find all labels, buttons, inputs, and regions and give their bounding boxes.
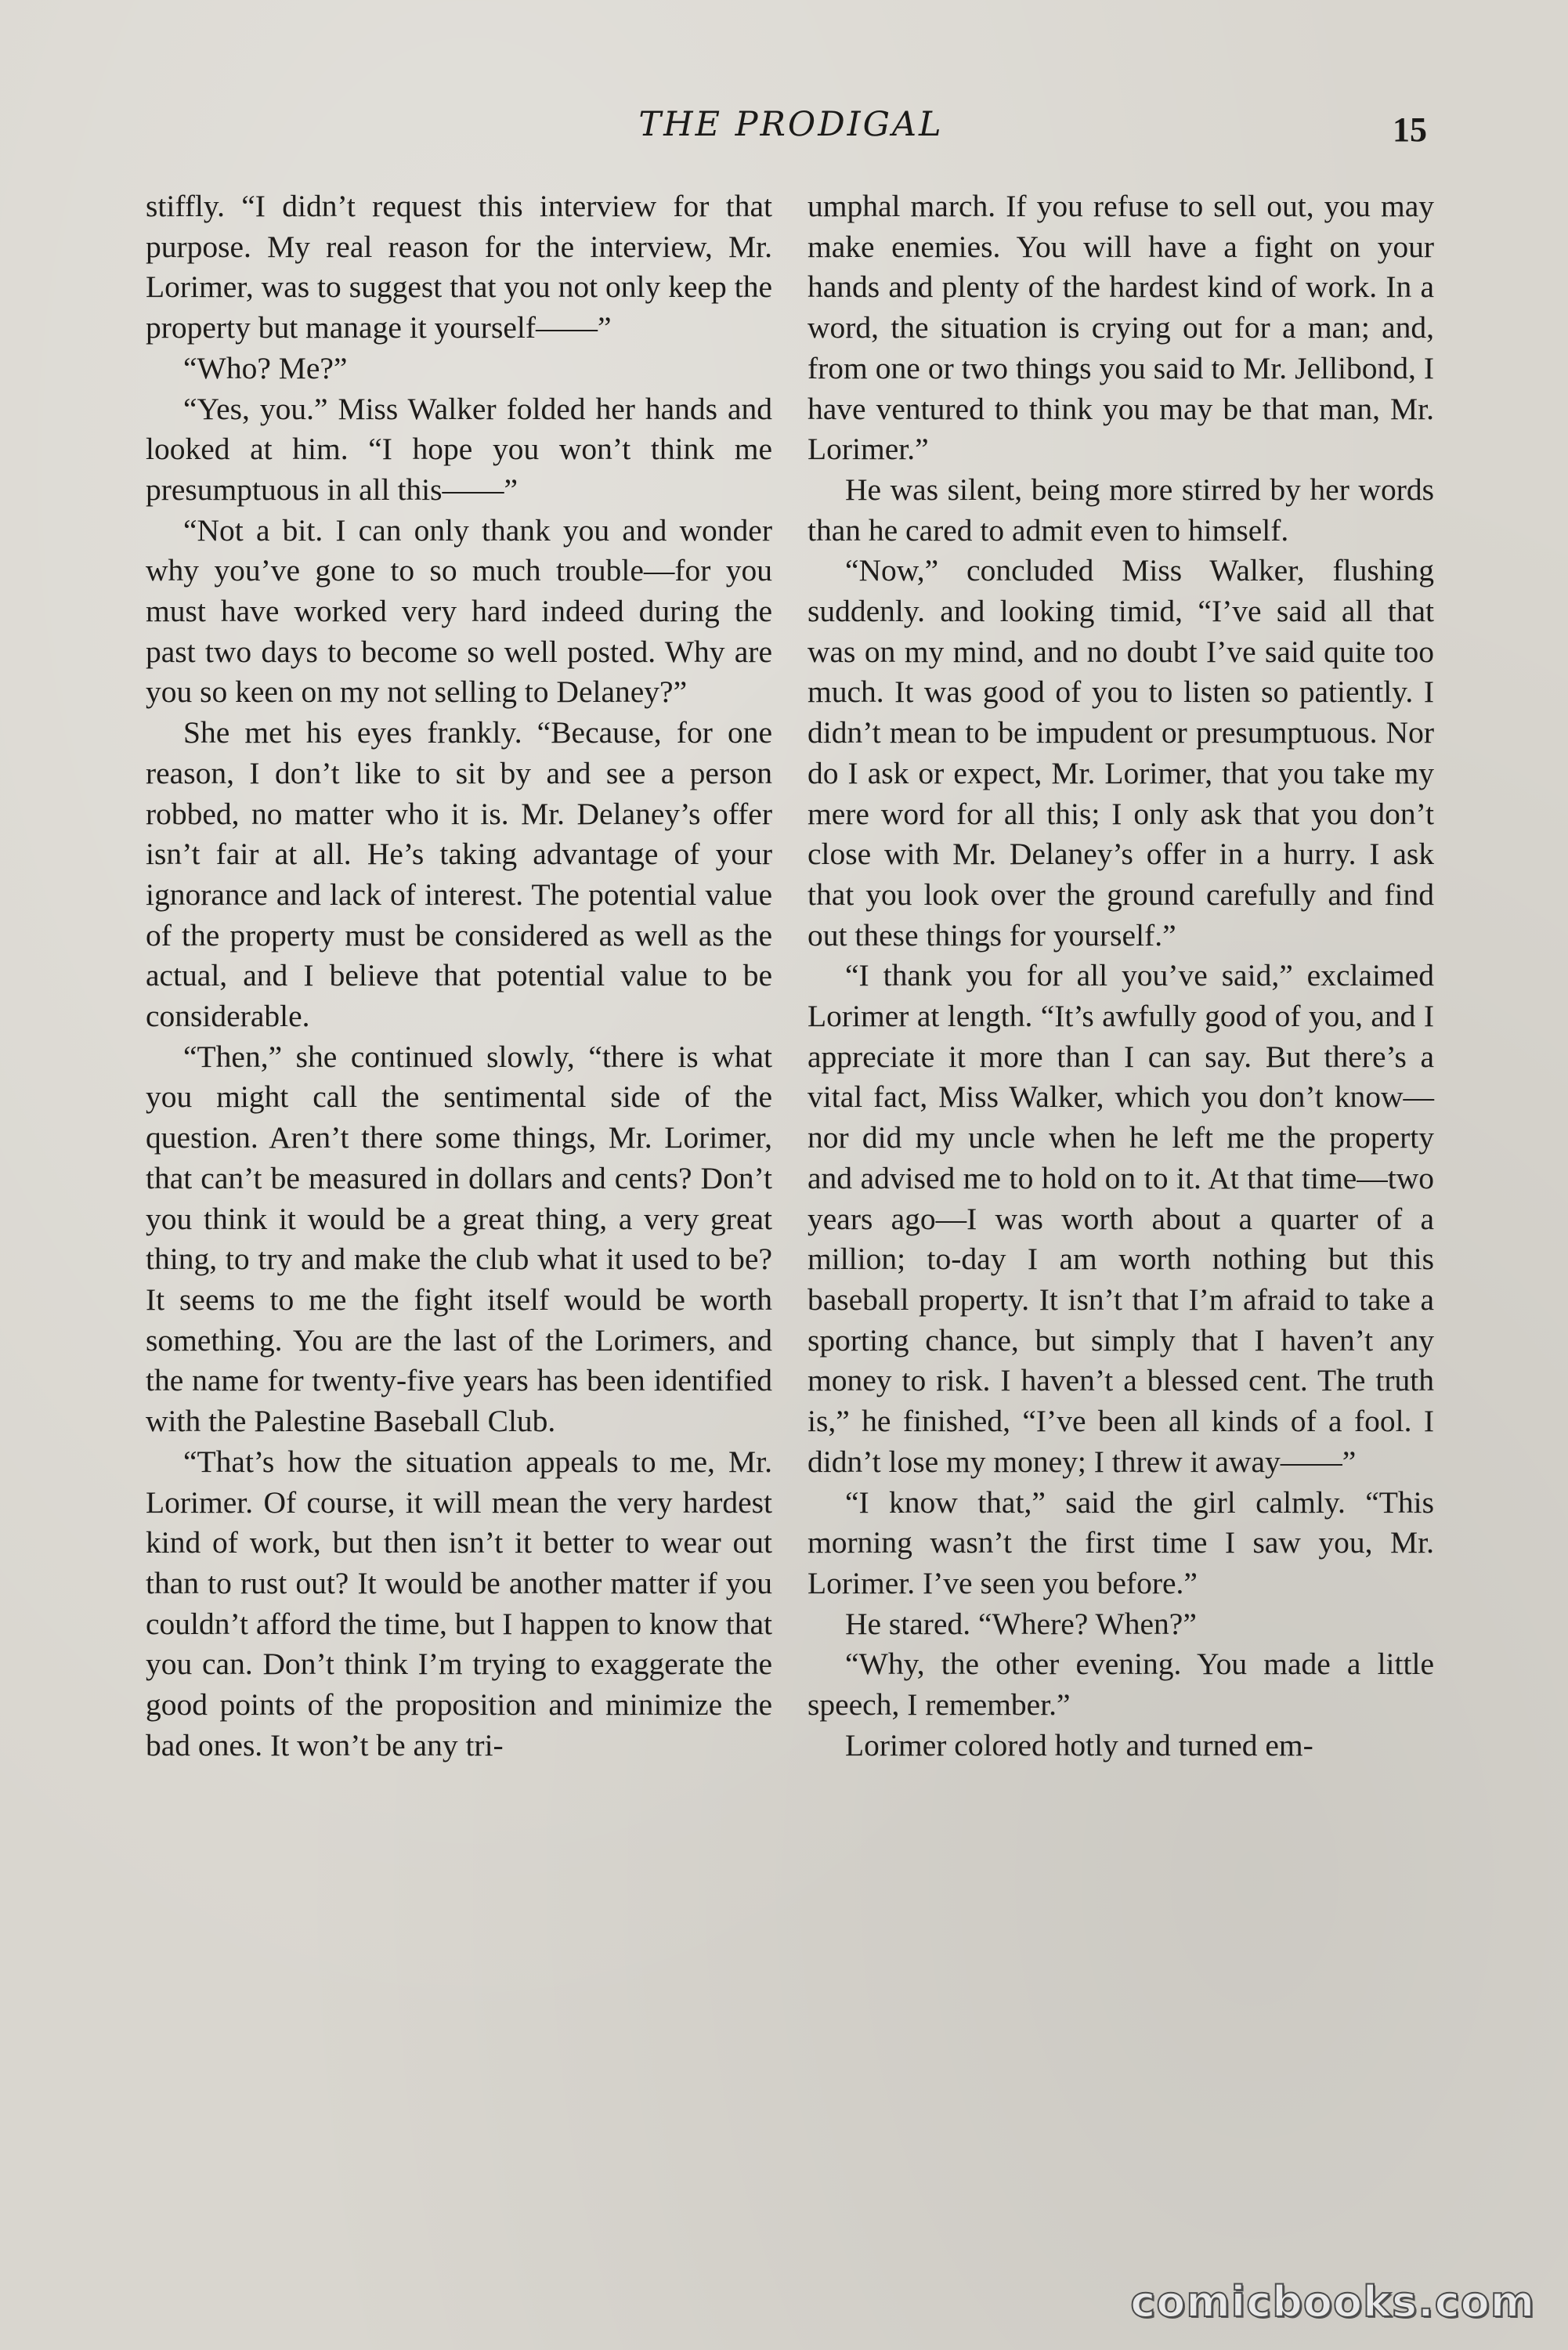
paragraph: Lorimer colored hotly and turned em- (845, 1727, 1313, 1762)
paragraph: He was silent, being more stirred by her words than he cared to admit even to himself. (807, 472, 1434, 548)
paragraph: He stared. “Where? When?” (845, 1606, 1197, 1641)
paragraph: She met his eyes frankly. “Because, for one reason, I don’t like to sit by and see a person robbed, no matter who it is. Mr. Delaney’s offer isn’t fair at all. He’s taking advantage of your ignorance and lack of interest. The potential value of the property must be considered as well as the actual, and I believe that potential value to be considerable. (146, 715, 772, 1034)
paragraph: “Yes, you.” Miss Walker folded her hands and looked at him. “I hope you won’t think me presumptuous in all this——” (146, 391, 772, 507)
right-column (807, 186, 1434, 1766)
paragraph: “Why, the other evening. You made a little speech, I remember.” (807, 1647, 1434, 1723)
watermark-logo: comicbooks.com (1130, 2277, 1535, 2326)
paragraph: “Now,” concluded Miss Walker, flushing suddenly. and looking timid, “I’ve said all that was on my mind, and no doubt I’ve said quite too much. It was good of you to listen so patiently. I didn’t mean to be impudent or presumptuous. Nor do I ask or expect, Mr. Lorimer, that you take my mere word for all this; I only ask that you don’t close with Mr. Delaney’s offer in a hurry. I ask that you look over the ground carefully and find out these things for yourself.” (807, 553, 1434, 953)
page-number: 15 (1393, 110, 1427, 149)
paragraph: stiffly. “I didn’t request this interview for that purpose. My real reason for the interview, Mr. Lorimer, was to suggest that you not only keep the property but manage it yourself——” (146, 189, 772, 345)
paragraph: umphal march. If you refuse to sell out, you may make enemies. You will have a fight on your hands and plenty of the hardest kind of work. In a word, the situation is crying out for a man; and, from one or two things you said to Mr. Jellibond, I have ventured to think you may be that man, Mr. Lorimer.” (807, 189, 1434, 467)
left-column (146, 186, 772, 1766)
paragraph: “I thank you for all you’ve said,” exclaimed Lorimer at length. “It’s awfully good of you, and I appreciate it more than I can say. But there’s a vital fact, Miss Walker, which you don’t know—nor did my uncle when he left me the property and advised me to hold on to it. At that time—two years ago—I was worth about a quarter of a million; to-day I am worth nothing but this baseball property. It isn’t that I’m afraid to take a sporting chance, but simply that I haven’t any money to risk. I haven’t a blessed cent. The truth is,” he finished, “I’ve been all kinds of a fool. I didn’t lose my money; I threw it away——” (807, 958, 1434, 1479)
paragraph: “Not a bit. I can only thank you and wonder why you’ve gone to so much trouble—for you must have worked very hard indeed during the past two days to become so well posted. Why are you so keen on my not selling to Delaney?” (146, 512, 772, 710)
paragraph: “I know that,” said the girl calmly. “This morning wasn’t the first time I saw you, Mr. Lorimer. I’ve seen you before.” (807, 1484, 1434, 1600)
paragraph: “Then,” she continued slowly, “there is what you might call the sentimental side of the question. Aren’t there some things, Mr. Lorimer, that can’t be measured in dollars and cents? Don’t you think it would be a great thing, a very great thing, to try and make the club what it used to be? It seems to me the fight itself would be worth something. You are the last of the Lorimers, and the name for twenty-five years has been identified with the Palestine Baseball Club. (146, 1039, 772, 1439)
paragraph: “Who? Me?” (183, 350, 348, 385)
paragraph: “That’s how the situation appeals to me, Mr. Lorimer. Of course, it will mean the very hardest kind of work, but then isn’t it better to wear out than to rust out? It would be another matter if you couldn’t afford the time, but I happen to know that you can. Don’t think I’m trying to exaggerate the good points of the proposition and minimize the bad ones. It won’t be any tri- (146, 1444, 772, 1762)
running-title: THE PRODIGAL (638, 105, 944, 144)
